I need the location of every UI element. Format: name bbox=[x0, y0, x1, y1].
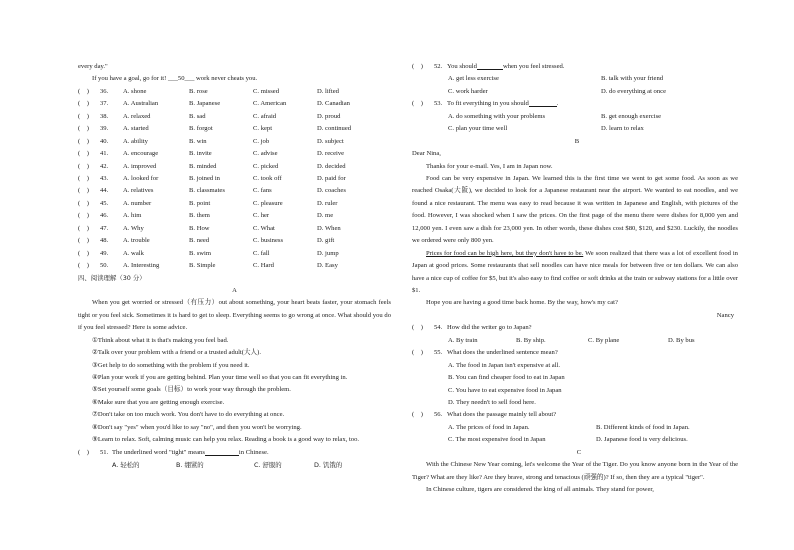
question-52-options-row2 bbox=[412, 86, 738, 98]
question-38: ( ) 38. A. relaxed B. sad C. afraid D. proud bbox=[78, 111, 391, 123]
section-title: 四、阅读理解（30 分） bbox=[78, 274, 146, 283]
option-b[interactable]: B. point bbox=[189, 199, 211, 207]
question-51: ( ) 51. The underlined word "tight" means in Chinese. bbox=[78, 448, 269, 456]
letter-paragraph-1: Thanks for your e-mail. Yes, I am in Japan now. bbox=[426, 162, 553, 170]
letter-paragraph-3: Prices for food can be high here, but they don't have to be. We soon realized that there was a lot of excellent food in Japan at good prices. Some restaurants that sell noodles can have nice meals for between five or ten dollars. We can also have a nice cup of coffee for $5, but it's also easy to find coffee or soft drinks at the train or subway stations for a little over $1. bbox=[412, 249, 738, 295]
question-53-options-row2 bbox=[412, 123, 738, 135]
option-d[interactable]: D. ruler bbox=[317, 199, 338, 207]
option-d[interactable]: D. 饥饿的 bbox=[314, 461, 343, 470]
question-52: ( ) 52. You should when you feel stressed. bbox=[412, 63, 565, 70]
tip-4: ④Plan your work if you are getting behind. Plan your time well so that you can fit everything in. bbox=[92, 374, 348, 382]
option-b[interactable]: B. need bbox=[189, 237, 210, 245]
option-d[interactable]: D. proud bbox=[317, 112, 341, 120]
underlined-sentence: Prices for food can be high here, but they don't have to be. bbox=[426, 249, 584, 257]
question-45: ( ) 45. A. number B. point C. pleasure D. ruler bbox=[78, 198, 391, 210]
option-a[interactable]: A. shone bbox=[123, 87, 147, 95]
option-d[interactable]: D. Canadian bbox=[317, 100, 350, 108]
option-c[interactable]: C. missed bbox=[253, 87, 280, 95]
option-b[interactable]: B. get enough exercise bbox=[601, 112, 662, 120]
passage-c-paragraph-1: With the Chinese New Year coming, let's welcome the Year of the Tiger. Do you know anyone born in the Year of the Tiger? What are they like? Are they brave, strong and tenacious (顽强的)? If so, then they are a typical "tiger". bbox=[412, 461, 738, 481]
answer-blank[interactable] bbox=[205, 447, 239, 456]
option-c[interactable]: C. By plane bbox=[588, 336, 620, 344]
option-b[interactable]: B. You can find cheaper food to eat in Japan bbox=[448, 374, 565, 382]
option-d[interactable]: D. Japanese food is very delicious. bbox=[596, 436, 688, 444]
option-a[interactable]: A. started bbox=[123, 125, 149, 133]
option-a[interactable]: A. do something with your problems bbox=[448, 112, 546, 120]
option-c[interactable]: C. picked bbox=[253, 162, 279, 170]
passage-a-intro: When you get worried or stressed（有压力）out about something, your heart beats faster, your stomach feels tight or you feel sick. Sometimes it is hard to get to sleep. Everything seems to go wrong at once. What should you do if you feel stressed? Here is some advice. bbox=[78, 299, 391, 332]
option-a[interactable]: A. 轻松的 bbox=[112, 461, 140, 470]
question-55: ( ) 55. What does the underlined sentence mean? bbox=[412, 349, 558, 357]
passage-c-paragraph-2: In Chinese culture, tigers are considered the king of all animals. They stand for power, bbox=[426, 486, 654, 494]
option-b[interactable]: B. joined in bbox=[189, 174, 220, 182]
option-c[interactable]: C. kept bbox=[253, 125, 273, 133]
option-c[interactable]: C. fans bbox=[253, 187, 272, 195]
letter-signature: Nancy bbox=[716, 311, 734, 319]
option-a[interactable]: A. relatives bbox=[123, 187, 154, 195]
option-a[interactable]: A. Why bbox=[123, 224, 144, 232]
option-b[interactable]: B. swim bbox=[189, 249, 211, 257]
option-b[interactable]: B. 绷紧的 bbox=[176, 461, 204, 470]
question-46: ( ) 46. A. him B. them C. her D. me bbox=[78, 210, 391, 222]
option-d[interactable]: D. learn to relax bbox=[601, 125, 644, 133]
option-d[interactable]: D. continued bbox=[317, 125, 352, 133]
option-a[interactable]: A. ability bbox=[123, 137, 148, 145]
option-d[interactable]: D. coaches bbox=[317, 187, 346, 195]
option-b[interactable]: B. How bbox=[189, 224, 210, 232]
tip-7: ⑦Don't take on too much work. You don't have to do everything at once. bbox=[92, 411, 285, 419]
question-56-options-row2 bbox=[412, 434, 738, 446]
option-b[interactable]: B. By ship. bbox=[516, 336, 546, 344]
option-a[interactable]: A. him bbox=[123, 212, 142, 220]
option-b[interactable]: B. sad bbox=[189, 112, 206, 120]
question-36: ( ) 36. A. shone B. rose C. missed D. lifted bbox=[78, 86, 391, 98]
option-c[interactable]: C. pleasure bbox=[253, 199, 283, 207]
answer-blank[interactable] bbox=[477, 61, 503, 70]
option-d[interactable]: D. lifted bbox=[317, 87, 339, 95]
blank-50[interactable]: ___50___ bbox=[168, 75, 195, 83]
tip-2: ②Talk over your problem with a friend or a trusted adult(大人). bbox=[92, 349, 261, 357]
option-c[interactable]: C. afraid bbox=[253, 112, 277, 120]
option-a[interactable]: A. looked for bbox=[123, 174, 159, 182]
tip-3: ③Get help to do something with the problem if you need it. bbox=[92, 361, 250, 369]
option-c[interactable]: C. work harder bbox=[448, 87, 488, 95]
question-41: ( ) 41. A. encourage B. invite C. advise D. receive bbox=[78, 148, 391, 160]
question-52-options-row1 bbox=[412, 73, 738, 85]
tip-6: ⑥Make sure that you are getting enough exercise. bbox=[92, 398, 225, 406]
option-c[interactable]: C. plan your time well bbox=[448, 125, 508, 133]
option-d[interactable]: D. me bbox=[317, 212, 334, 220]
option-c[interactable]: C. Hard bbox=[253, 262, 274, 269]
option-a[interactable]: A. number bbox=[123, 199, 152, 207]
option-d[interactable]: D. Easy bbox=[317, 262, 338, 269]
question-42: ( ) 42. A. improved B. minded C. picked D. decided bbox=[78, 161, 391, 173]
passage-a-label: A bbox=[232, 286, 237, 294]
option-b[interactable]: B. rose bbox=[189, 87, 208, 95]
question-50: ( ) 50. A. Interesting B. Simple C. Hard D. Easy bbox=[78, 260, 391, 272]
option-b[interactable]: B. forgot bbox=[189, 125, 213, 133]
option-b[interactable]: B. them bbox=[189, 212, 210, 220]
option-c[interactable]: C. business bbox=[253, 237, 284, 245]
right-column bbox=[412, 61, 738, 497]
option-a[interactable]: A. Australian bbox=[123, 100, 159, 108]
cloze-options bbox=[78, 86, 391, 273]
question-47: ( ) 47. A. Why B. How C. What D. When bbox=[78, 223, 391, 235]
tip-1: ①Think about what it is that's making you feel bad. bbox=[92, 336, 229, 344]
option-d[interactable]: D. jump bbox=[317, 249, 339, 257]
option-d[interactable]: D. receive bbox=[317, 150, 345, 158]
question-43: ( ) 43. A. looked for B. joined in C. took off D. paid for bbox=[78, 173, 391, 185]
option-c[interactable]: C. 舒服的 bbox=[254, 461, 282, 470]
question-56-options-row1 bbox=[412, 422, 738, 434]
question-39: ( ) 39. A. started B. forgot C. kept D. continued bbox=[78, 123, 391, 135]
tip-9: ⑨Learn to relax. Soft, calming music can help you relax. Reading a book is a good way to relax, too. bbox=[92, 436, 360, 444]
letter-paragraph-4: Hope you are having a good time back home. By the way, how's my cat? bbox=[426, 299, 618, 307]
question-49: ( ) 49. A. walk B. swim C. fall D. jump bbox=[78, 248, 391, 260]
option-c[interactable]: C. fall bbox=[253, 249, 270, 257]
option-d[interactable]: D. decided bbox=[317, 162, 346, 170]
option-b[interactable]: B. win bbox=[189, 137, 207, 145]
option-c[interactable]: C. job bbox=[253, 137, 270, 145]
question-44: ( ) 44. A. relatives B. classmates C. fans D. coaches bbox=[78, 185, 391, 197]
option-b[interactable]: B. minded bbox=[189, 162, 217, 170]
option-d[interactable]: D. gift bbox=[317, 237, 335, 245]
option-b[interactable]: B. talk with your friend bbox=[601, 75, 664, 83]
question-53-options-row1 bbox=[412, 111, 738, 123]
option-c[interactable]: C. What bbox=[253, 224, 275, 232]
question-54: ( ) 54. How did the writer go to Japan? bbox=[412, 324, 532, 332]
passage-b-label: B bbox=[574, 137, 580, 145]
option-a[interactable]: A. By train bbox=[448, 336, 478, 344]
option-b[interactable]: B. Different kinds of food in Japan. bbox=[596, 423, 690, 431]
option-b[interactable]: B. invite bbox=[189, 150, 212, 158]
option-d[interactable]: D. do everything at once bbox=[601, 87, 667, 95]
option-c[interactable]: C. advise bbox=[253, 150, 278, 158]
tip-5: ⑤Set yourself some goals（目标）to work your way through the problem. bbox=[92, 386, 291, 394]
letter-paragraph-2: Food can be very expensive in Japan. We learned this is the first time we went to get some food. As soon as we reached Osaka(大阪), we decided to look for a Japanese restaurant near the airport. We wanted to eat noodles, and we found a nice restaurant. The menu was easy to read because it was written in Japanese and English, with pictures of the food. However, I was shocked when I saw the prices. On the first page of the menu there were dishes for 8,000 yen and 12,000 yen. I even saw a dish for 23,000 yen. In other words, these dishes cost $80, $120, and $230. Luckily, the noodles we ordered were only 800 yen. bbox=[412, 174, 738, 245]
option-b[interactable]: B. classmates bbox=[189, 187, 225, 195]
question-54-options bbox=[412, 335, 738, 347]
option-b[interactable]: B. Japanese bbox=[189, 100, 221, 108]
option-d[interactable]: D. paid for bbox=[317, 174, 346, 182]
option-a[interactable]: A. encourage bbox=[123, 150, 159, 158]
option-d[interactable]: D. When bbox=[317, 224, 341, 232]
question-53: ( ) 53. To fit everything in you should . bbox=[412, 100, 559, 108]
passage-final-line: If you have a goal, go for it! ___50___ work never cheats you. bbox=[92, 75, 258, 83]
passage-c-label: C bbox=[576, 448, 582, 456]
option-b[interactable]: B. Simple bbox=[189, 262, 216, 269]
answer-blank[interactable] bbox=[529, 98, 557, 107]
passage-end-quote: every day." bbox=[78, 63, 108, 70]
question-37: ( ) 37. A. Australian B. Japanese C. American D. Canadian bbox=[78, 98, 391, 110]
option-a[interactable]: A. get less exercise bbox=[448, 75, 499, 83]
option-a[interactable]: A. trouble bbox=[123, 237, 150, 245]
option-a[interactable]: A. The food in Japan isn't expensive at all. bbox=[448, 361, 561, 369]
tip-8: ⑧Don't say "yes" when you'd like to say "no", and then you won't be worrying. bbox=[92, 423, 302, 431]
option-c[interactable]: C. her bbox=[253, 212, 270, 220]
option-a[interactable]: A. walk bbox=[123, 249, 144, 257]
option-c[interactable]: C. The most expensive food in Japan bbox=[448, 436, 546, 444]
question-51-options bbox=[78, 459, 391, 471]
question-56: ( ) 56. What does the passage mainly tell about? bbox=[412, 411, 557, 419]
question-48: ( ) 48. A. trouble B. need C. business D. gift bbox=[78, 235, 391, 247]
option-c[interactable]: C. took off bbox=[253, 174, 282, 182]
option-d[interactable]: D. They needn't to sell food here. bbox=[448, 399, 536, 406]
option-a[interactable]: A. The prices of food in Japan. bbox=[448, 423, 530, 431]
option-c[interactable]: C. American bbox=[253, 100, 287, 108]
option-d[interactable]: D. By bus bbox=[668, 336, 695, 344]
option-a[interactable]: A. relaxed bbox=[123, 112, 151, 120]
option-a[interactable]: A. improved bbox=[123, 162, 157, 170]
option-a[interactable]: A. Interesting bbox=[123, 262, 160, 269]
left-column bbox=[78, 61, 391, 472]
option-d[interactable]: D. subject bbox=[317, 137, 344, 145]
option-c[interactable]: C. You have to eat expensive food in Japan bbox=[448, 386, 562, 394]
letter-greeting: Dear Nina, bbox=[412, 150, 441, 158]
question-40: ( ) 40. A. ability B. win C. job D. subject bbox=[78, 136, 391, 148]
